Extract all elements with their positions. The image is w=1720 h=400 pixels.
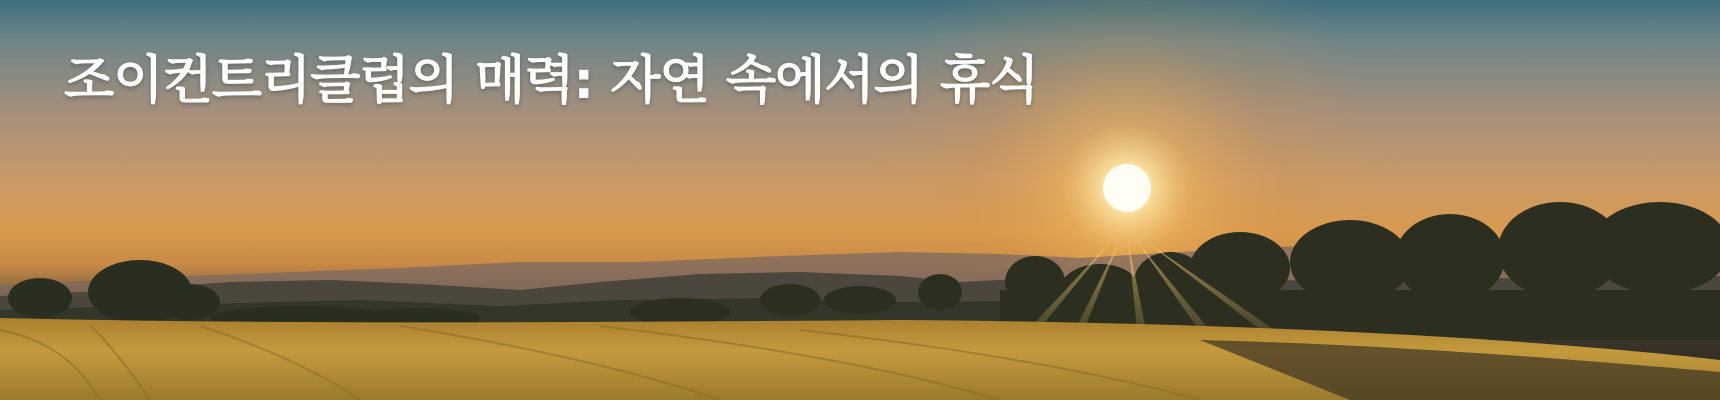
sun [1103, 164, 1151, 212]
page-title: 조이컨트리클럽의 매력: 자연 속에서의 휴식 [64, 51, 1039, 111]
